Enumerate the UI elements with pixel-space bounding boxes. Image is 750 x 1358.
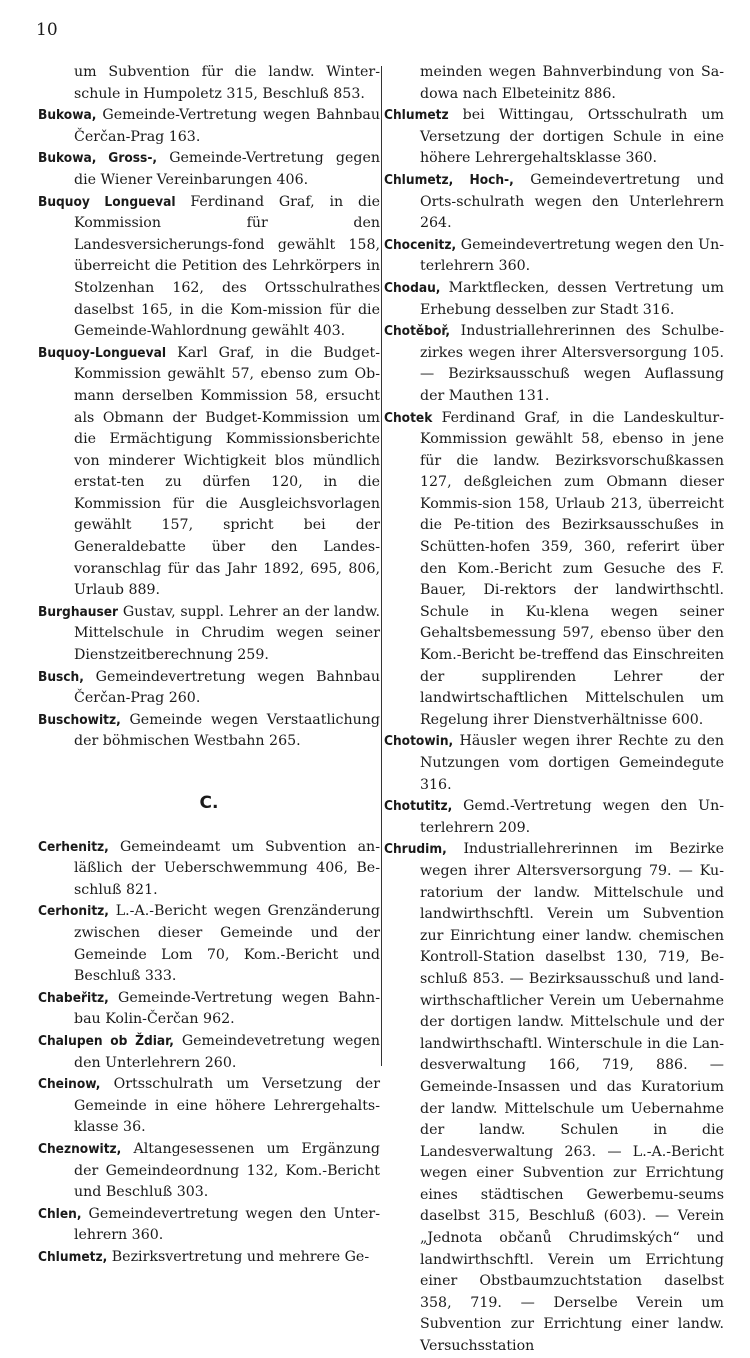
- index-entry: [38, 710, 380, 753]
- entry-head: Chrudim,: [384, 841, 447, 858]
- entry-text: Ortsschulrath um Versetzung der Gemeinde in eine höhere Lehrergehalts-klasse 36.: [74, 1076, 380, 1136]
- entry-text: Gemeindevertretung und Orts-schulrath wegen den Unterlehrern 264.: [420, 171, 725, 232]
- entry-text: Gemeindevertretung wegen den Un-terlehrern 360.: [420, 236, 724, 275]
- entry-head: Chotěboř,: [384, 323, 451, 340]
- entry-head: Chabeřitz,: [38, 989, 109, 1006]
- index-entry: [38, 1204, 380, 1247]
- continuation-text: um Subvention für die landw. Winter-schule in Humpoletz 315, Beschluß 853.: [74, 64, 380, 102]
- left-column: [38, 62, 380, 1268]
- entry-head: Chotutitz,: [384, 798, 453, 815]
- right-column: [384, 62, 724, 1358]
- entry-head: Cerhenitz,: [38, 838, 109, 855]
- index-entry: [38, 343, 380, 602]
- entry-head: Buquoy Longueval: [38, 193, 176, 210]
- entry-text: Altangesessenen um Ergänzung der Gemeindeordnung 132, Kom.-Bericht und Beschluß 303.: [74, 1140, 381, 1201]
- index-entry: [384, 235, 724, 278]
- entry-text: Industriallehrerinnen des Schulbe-zirkes wegen ihrer Altersversorgung 105. — Bezirksausschuß wegen Auflassung der Mauthen 131.: [420, 323, 724, 404]
- index-entry: [38, 148, 380, 191]
- entry-head: Chocenitz,: [384, 236, 457, 253]
- entry-text: Marktflecken, dessen Vertretung um Erhebung desselben zur Stadt 316.: [420, 279, 724, 318]
- index-entry: [384, 321, 724, 407]
- column-divider: [381, 66, 382, 1066]
- index-entry: [38, 1247, 380, 1269]
- entry-text: Industriallehrerinnen im Bezirke wegen ihrer Altersversorgung 79. — Ku-ratorium der landw. Mittelschule und landwirthschftl. Verein um Subvention zur Einrichtung einer landw. chemischen Kontroll-Station daselbst 130, 719, Be-schluß 853. — Bezirksausschuß und land-wirthschaftlicher Verein um Uebernahme der dortigen landw. Mittelschule und der landwirthschaftl. Winterschule in die Lan-desverwaltung 166, 719, 886. — Gemeinde-Insassen und das Kuratorium der landw. Mittelschule um Uebernahme der landw. Schulen in die Landesverwaltung 263. — L.-A.-Bericht wegen einer Subvention zur Errichtung eines städtischen Gewerbemu-seums daselbst 315, Beschluß (603). — Verein „Jednota občanů Chrudimských“ und landwirthschftl. Verein um Errichtung einer Obstbaumzuchtstation daselbst 358, 719. — Derselbe Verein um Subvention zur Errichtung einer landw. Versuchsstation: [420, 841, 724, 1355]
- entry-head: Chalupen ob Ždiar,: [38, 1032, 174, 1049]
- index-entry: [38, 667, 380, 710]
- entry-text: Gemeindeamt um Subvention an-läßlich der Ueberschwemmung 406, Be-schluß 821.: [74, 838, 380, 898]
- entry-head: Cheznowitz,: [38, 1140, 122, 1157]
- entry-text: Gustav, suppl. Lehrer an der landw. Mittelschule in Chrudim wegen seiner Dienstzeitberechnung 259.: [74, 603, 380, 664]
- entry-text: Gemeindevetretung wegen den Unterlehrern 260.: [74, 1032, 381, 1071]
- index-entry: [38, 837, 380, 902]
- index-entry: [38, 901, 380, 987]
- entry-head: Buquoy-Longueval: [38, 344, 167, 361]
- index-entry: [384, 839, 724, 1357]
- entry-text: Gemeindevertretung wegen den Unter-lehrern 360.: [74, 1205, 380, 1244]
- index-entry: [38, 1031, 380, 1074]
- entry-text: Ferdinand Graf, in die Landeskultur-Kommission gewählt 58, ebenso in jene für die landw. Bezirksvorschußkassen 127, deßgleichen zum Obmann dieser Kommis-sion 158, Urlaub 213, überreicht die Pe-tition des Bezirksausschußes in Schütten-hofen 359, 360, referirt über den Kom.-Bericht zum Gesuche des F. Bauer, Di-rektors der landwirthschtl. Schule in Ku-klena wegen seiner Gehaltsbemessung 597, ebenso über den Kom.-Bericht be-treffend das Einschreiten der supplirenden Lehrer der landwirtschaftlichen Mittelschulen um Regelung ihrer Dienstverhältnisse 600.: [420, 409, 725, 728]
- entry-text: Gemeinde-Vertretung wegen Bahn-bau Kolin-Čerčan 962.: [74, 989, 380, 1028]
- entry-head: Bukowa,: [38, 107, 97, 124]
- entry-head: Bukowa, Gross-,: [38, 150, 158, 167]
- entry-head: Chlumetz, Hoch-,: [384, 171, 514, 188]
- entry-text: Gemeindevertretung wegen Bahnbau Čerčan-Prag 260.: [74, 668, 381, 707]
- index-entry: [38, 988, 380, 1031]
- entry-text: L.-A.-Bericht wegen Grenzänderung zwischen dieser Gemeinde und der Gemeinde Lom 70, Kom.-Bericht und Beschluß 333.: [74, 903, 380, 985]
- entry-head: Cheinow,: [38, 1076, 101, 1093]
- entry-head: Busch,: [38, 668, 84, 685]
- entry-head: Chodau,: [384, 279, 441, 296]
- index-entry: [38, 1139, 380, 1204]
- index-entry: [384, 731, 724, 796]
- entry-text: Gemeinde-Vertretung gegen die Wiener Vereinbarungen 406.: [74, 150, 380, 188]
- index-entry: [38, 192, 380, 343]
- entry-head: Chlen,: [38, 1205, 82, 1222]
- entry-head: Chotowin,: [384, 733, 454, 750]
- entry-head: Cerhonitz,: [38, 903, 109, 920]
- index-entry: [38, 105, 380, 148]
- index-entry: [384, 105, 724, 170]
- page-number: 10: [36, 20, 58, 40]
- index-entry: [384, 278, 724, 321]
- index-entry: [384, 170, 724, 235]
- entry-head: Burghauser: [38, 603, 119, 620]
- index-entry: [384, 408, 724, 732]
- index-entry: [38, 1074, 380, 1139]
- entry-text: Gemd.-Vertretung wegen den Un-terlehrern 209.: [420, 798, 725, 836]
- entry-head: Buschowitz,: [38, 711, 121, 728]
- entry-text: Gemeinde wegen Verstaatlichung der böhmischen Westbahn 265.: [74, 711, 380, 750]
- entry-text: bei Wittingau, Ortsschulrath um Versetzung der dortigen Schule in eine höhere Lehrergehaltsklasse 360.: [420, 107, 724, 167]
- entry-head: Chotek: [384, 409, 433, 426]
- section-heading: C.: [199, 793, 219, 813]
- entry-text: Häusler wegen ihrer Rechte zu den Nutzungen vom dortigen Gemeindegute 316.: [420, 733, 724, 793]
- continuation-text: meinden wegen Bahnverbindung von Sa-dowa nach Elbeteinitz 886.: [420, 64, 724, 102]
- entry-head: Chlumetz: [384, 107, 449, 124]
- entry-text: Gemeinde-Vertretung wegen Bahnbau Čerčan-Prag 163.: [74, 107, 381, 145]
- entry-text: Ferdinand Graf, in die Kommission für den Landesversicherungs-fond gewählt 158, überreicht die Petition des Lehrkörpers in Stolzenhan 162, des Ortsschulrathes daselbst 165, in die Kom-mission für die Gemeinde-Wahlordnung gewählt 403.: [74, 193, 381, 340]
- entry-text: Bezirksvertretung und mehrere Ge-: [111, 1248, 370, 1265]
- index-entry: [38, 602, 380, 667]
- entry-head: Chlumetz,: [38, 1248, 108, 1265]
- entry-text: Karl Graf, in die Budget-Kommission gewählt 57, ebenso zum Ob-mann derselben Kommission 58, ersucht als Obmann der Budget-Kommission um die Ermächtigung Kommissionsberichte von minderer Wichtigkeit blos mündlich erstat-ten zu dürfen 120, in die Kommission für die Ausgleichsvorlagen gewählt 157, spricht bei der Generaldebatte über den Landes-voranschlag für das Jahr 1892, 695, 806, Urlaub 889.: [74, 344, 380, 599]
- index-entry: [384, 796, 724, 839]
